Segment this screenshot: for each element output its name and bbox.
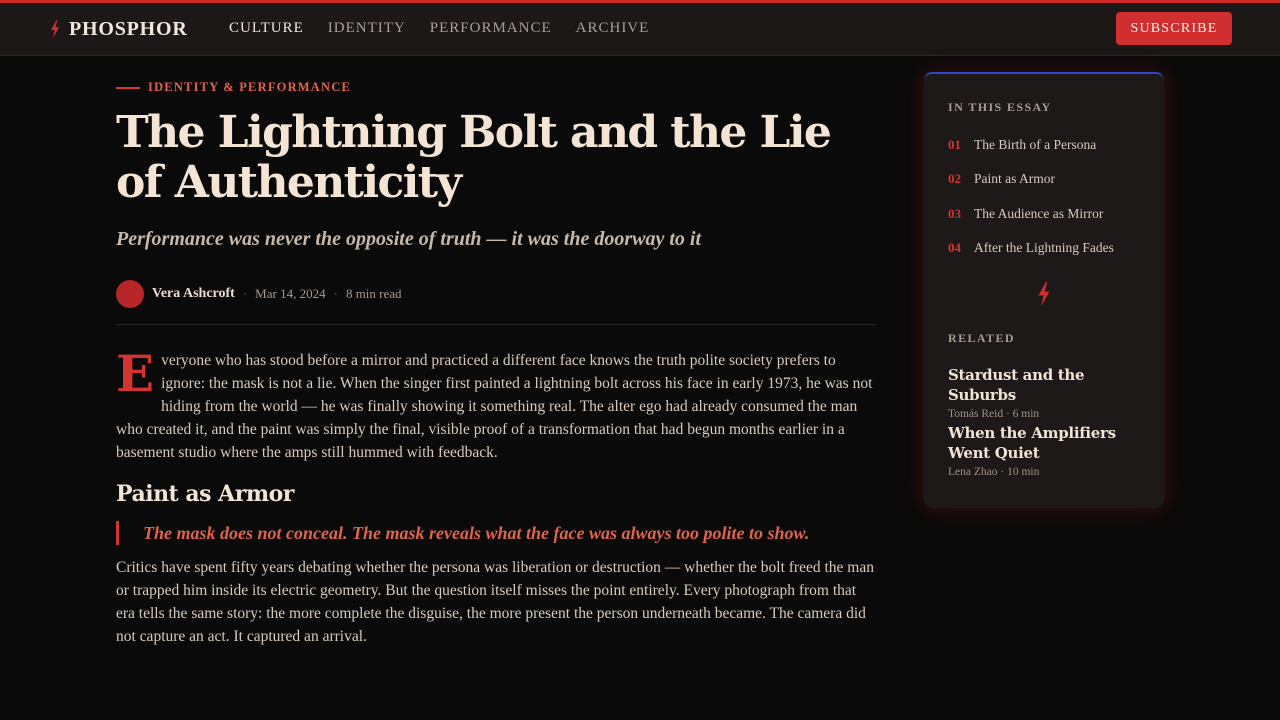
related-heading: RELATED <box>948 331 1015 345</box>
related-article-1[interactable] <box>948 365 1144 420</box>
toc-number: 03 <box>948 205 961 221</box>
nav-link-archive[interactable]: ARCHIVE <box>575 20 650 36</box>
top-navigation-bar <box>0 3 1280 56</box>
related-article-2[interactable] <box>948 423 1144 478</box>
toc-label: The Birth of a Persona <box>974 137 1097 152</box>
related-meta: Lena Zhao · 10 min <box>948 466 1040 478</box>
toc-item-4[interactable] <box>948 240 1148 274</box>
author-avatar[interactable] <box>116 280 144 308</box>
toc-label: After the Lightning Fades <box>974 239 1114 255</box>
nav-link-performance[interactable]: PERFORMANCE <box>429 20 552 36</box>
brand-name: PHOSPHOR <box>69 17 188 40</box>
byline-separator: · <box>333 286 338 301</box>
toc-number: 01 <box>948 137 961 152</box>
byline <box>116 280 402 308</box>
byline-divider <box>116 324 876 325</box>
section-heading: Paint as Armor <box>116 481 294 507</box>
body-paragraph-1 <box>116 344 876 464</box>
related-meta: Tomás Reid · 6 min <box>948 408 1040 420</box>
sidebar-card <box>924 72 1164 508</box>
toc-item-3[interactable] <box>948 206 1148 240</box>
toc-heading: IN THIS ESSAY <box>948 100 1052 114</box>
toc-item-1[interactable] <box>948 137 1148 171</box>
main-nav <box>229 20 649 37</box>
nav-link-identity[interactable]: IDENTITY <box>327 20 406 36</box>
table-of-contents <box>948 137 1148 274</box>
toc-label: Paint as Armor <box>974 171 1055 187</box>
article-dek: Performance was never the opposite of truth — it was the doorway to it <box>116 228 702 250</box>
nav-link-culture[interactable]: CULTURE <box>229 20 304 36</box>
related-title: Stardust and the Suburbs <box>948 366 1085 404</box>
kicker-rule <box>116 87 140 89</box>
subscribe-button[interactable]: SUBSCRIBE <box>1116 12 1232 45</box>
lightning-bolt-icon <box>1037 282 1051 306</box>
lightning-bolt-icon <box>50 20 60 38</box>
toc-item-2[interactable] <box>948 171 1148 205</box>
toc-number: 04 <box>948 239 961 255</box>
kicker-text: IDENTITY & PERFORMANCE <box>148 80 352 94</box>
brand-logo[interactable] <box>50 17 188 41</box>
paragraph-text: veryone who has stood before a mirror and practiced a different face knows the truth polite society prefers to ignore: the mask is not a lie. When the singer first painted a lightning bolt across his face in early 1973, he was not hiding from the world — he was finally showing it something real. The alter ego had already consumed the man who created it, and the paint was simply the final, visible proof of a transformation that had begun months earlier in a basement studio where the amps still hummed with feedback. <box>116 352 873 461</box>
toc-label: The Audience as Mirror <box>974 205 1104 221</box>
related-title: When the Amplifiers Went Quiet <box>948 424 1116 462</box>
read-time: 8 min read <box>345 286 402 301</box>
drop-cap: E <box>116 344 155 403</box>
toc-number: 02 <box>948 171 961 187</box>
body-paragraph-2: Critics have spent fifty years debating whether the persona was liberation or destruction — whether the bolt freed the man or trapped him inside its electric geometry. But the question itself misses the point entirely. Every photograph from that era tells the same story: the more complete the disguise, the more present the person underneath became. The camera did not capture an act. It captured an arrival. <box>116 559 874 645</box>
article-kicker[interactable] <box>116 80 351 95</box>
author-name[interactable]: Vera Ashcroft <box>152 286 235 301</box>
pull-quote: The mask does not conceal. The mask reveals what the face was always too polite to show. <box>116 521 809 545</box>
publish-date: Mar 14, 2024 <box>255 286 326 301</box>
byline-separator: · <box>242 286 248 301</box>
article-title: The Lightning Bolt and the Lie of Authenticity <box>116 107 831 208</box>
